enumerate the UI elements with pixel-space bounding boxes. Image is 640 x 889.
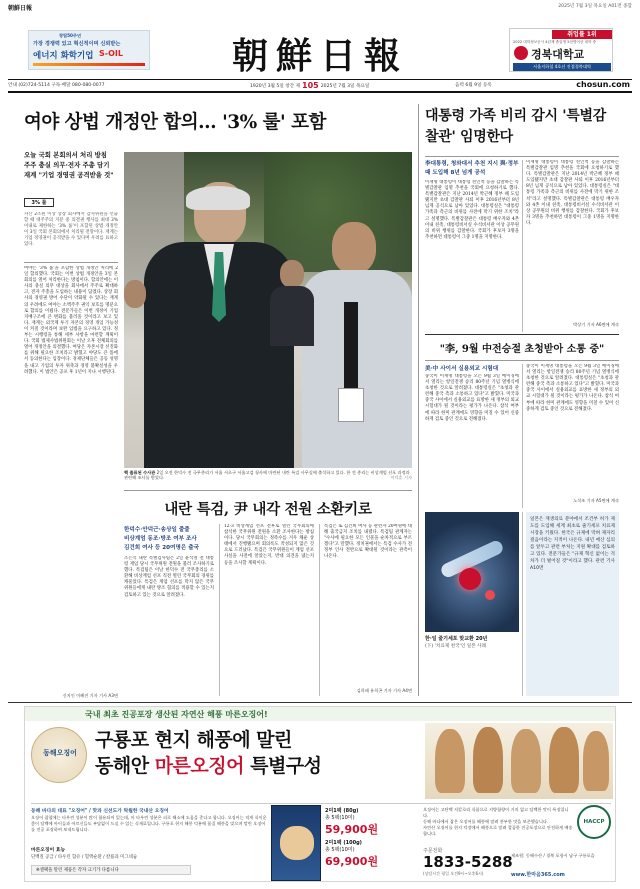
right-top-col-divider xyxy=(522,160,523,332)
second-col-divider1 xyxy=(219,524,220,696)
ad-left-stripe xyxy=(33,63,145,66)
lead-subheads xyxy=(24,150,118,180)
second-col2: 12·3 비상계엄 선포 전후로 열린 국무회의에 참석한 국무위원 전원을 소환 조사한다는 방침이다. 당시 국무회의는 정족수를 겨우 채운 상태에서 진행됐으며 회의록도 작성되지 않은 것으로 드러났다. 특검은 국무위원들이 계엄 선포 사실을 사전에 알았는지, 반대 의견을 냈는지 등을 조사할 계획이다. xyxy=(224,524,314,566)
ad-squid-image xyxy=(425,723,613,799)
ad-phone-label: 주문전화 xyxy=(423,848,443,854)
ad-right-footer: 서울지하철 4호선 진접경북대역 xyxy=(513,63,611,71)
right-top-headline[interactable]: 대통령 가족 비리 감시 '특별감찰관' 임명한다 xyxy=(425,108,606,145)
ad-price2: 69,900원 xyxy=(325,855,379,868)
quote-body-col1: 중국이 이재명 대통령을 오는 9월 3일 베이징에서 열리는 항일전쟁 승리 80주년 기념 열병식에 초청한 것으로 알려졌다. 대통령실은 "초청과 관련해 중국 측과 소통하고 있다"고 밝혔다. 미국과 중국 사이에서 실용외교를 표방한 새 정부의 외교 시험대가 될 것이라는 평가가 나온다. 참석 여부에 따라 한미 관계에도 영향을 미칠 수 있어 신중하게 검토 중인 것으로 전해졌다. xyxy=(425,374,519,422)
lunar-date: 음력 6월 9일 등록 xyxy=(455,83,492,88)
info-bar-bottom-rule xyxy=(8,91,632,93)
photo-person2-head xyxy=(332,222,376,274)
ad-price2-label: 2미1팩 (100g) xyxy=(325,840,362,846)
main-right-divider xyxy=(418,104,419,696)
ad-brand: 동해오징어 xyxy=(43,748,77,757)
ad-tagline: 국내 최초 진공포장 생산된 자연산 해풍 마른오징어! xyxy=(85,710,268,719)
lead-byline: 신지인 이혜진 기자 기사 A3면 xyxy=(62,693,118,698)
quote-sub: 美·中 사이서 실용외교 시험대 xyxy=(425,366,499,372)
ad-top-rule xyxy=(8,702,632,703)
info-left: 안내 (02)724-5114 구독·배달 080-080-0077 xyxy=(8,83,105,88)
ad-bullet1: 오징어는 고단백 저칼로리 식품으로 지방함량이 거의 없고 담백한 맛이 특징입니다. xyxy=(423,807,569,818)
second-subheads xyxy=(124,526,214,553)
ad-price2-qty: 총 5팩(10미) xyxy=(325,847,355,853)
top-logo: 朝鮮日報 xyxy=(8,5,33,12)
second-sub1: 한덕수·안덕근·송상일 줄줄 xyxy=(124,527,190,533)
ad-right-badge: 취업률 1위 xyxy=(552,30,612,39)
photo-caption xyxy=(124,470,412,488)
ad-bullet3: 자연산 오징어를 현지 덕장에서 해풍으로 말려 깔끔한 진공포장으로 안전하게 배송합니다. xyxy=(423,825,573,836)
second-col1: 조은석 내란 특별검사팀은 2일 윤석열 전 대통령 재임 당시 국무위원 전원을 불러 조사하기로 했다. 특검팀은 이날 한덕수 전 국무총리를 소환해 비상계엄 선포 직전 열린 국무회의 경위를 캐물었다. 특검은 계엄 선포를 막지 않은 국무위원들에게 내란 방조 혐의를 적용할 수 있는지 검토하고 있는 것으로 알려졌다. xyxy=(124,556,214,598)
second-sub3: 김건희 여사 등 20여명은 출국 xyxy=(124,545,200,551)
lead-sub1: 오늘 국회 본회의서 처리 방침 xyxy=(24,151,107,159)
ad-desc-title2: 마른오징어 효능 xyxy=(31,848,66,853)
info-bar-top-rule xyxy=(8,79,632,80)
ad-head2b: 마른오징어 xyxy=(154,755,244,777)
issue-label: 1920년 3월 5일 창간 제 xyxy=(250,83,301,89)
site-link[interactable]: chosun.com xyxy=(576,80,630,89)
ad-squid1-icon xyxy=(435,729,465,793)
ad-haccp-badge: HACCP xyxy=(577,805,611,839)
ad-bullets xyxy=(423,807,573,837)
photo-person-hair xyxy=(186,186,250,210)
feature-caption-title: 한·일 줄기세포 맞교환 20년 xyxy=(425,636,488,642)
photo-person3-body xyxy=(270,286,314,346)
ad-left-line2: 에너지 화학기업 xyxy=(33,51,94,61)
right-top-sub: 李대통령, 청와대서 추천 지시 與·정부 때 도입해 8년 넘게 공석 xyxy=(425,161,519,176)
ad-phone[interactable]: 1833-5288 xyxy=(423,853,513,871)
quote-col-divider xyxy=(522,364,523,508)
ad-left-brand: S-OIL xyxy=(99,49,123,58)
right-top-body-col2: 이재명 대통령이 대통령 친인척 등을 감찰하는 특별감찰관 임명 추천을 국회에 요청하기로 했다. 특별감찰관은 지난 2014년 박근혜 정부 때 도입됐지만 초대 감찰관 사퇴 이후 2016년부터 8년 넘게 공석으로 남아 있었다. 대통령실은 "대통령 가족과 측근의 비위를 사전에 막기 위한 조치"라고 설명했다. 특별감찰관은 대통령 배우자와 4촌 이내 친족, 대통령비서실 수석비서관 이상 공무원의 비위 행위를 감찰한다. 국회가 후보자 3명을 추천하면 대통령이 그중 1명을 지명한다. xyxy=(526,160,619,226)
photo-person4-head xyxy=(124,280,146,308)
ad-head2 xyxy=(95,751,322,778)
lead-body: 여야는 ‘3% 룰’을 포함한 상법 개정안 처리에 2일 합의했다. 국회는 이번 상법 개정안을 3일 본회의를 열어 처리한다는 방침이다. 합의안에는 이사의 충실 의무 대상을 회사에서 주주로 확대하고, 전자 주총을 도입하는 내용이 담겼다. 상장 회사의 경영권 방어 수단이 약화될 수 있다는 재계의 우려에도 여야는 소액주주 권익 보호를 명분으로 합의를 이뤘다. 전문가들은 이번 개정이 기업 지배구조에 큰 변화를 불러올 것이라고 보고 있다. 재계는 외국계 투기 자본의 경영 개입 가능성이 커질 것이라며 보완 입법을 요구하고 있다. 정부는 시행령을 통해 세부 사항을 마련할 계획이다. 국회 법제사법위원회는 이날 오후 전체회의를 열어 개정안을 의결했다. 여당은 자본시장 선진화를 위해 필요한 조치라고 밝혔고 야당도 큰 틀에서 동의한다는 입장이다. 경제단체들은 공동 성명을 내고 기업의 투자 위축과 경영 불확실성을 우려했다. 이 법안은 공포 후 1년이 지나 시행된다. xyxy=(24,266,118,375)
ad-desc: 오징어 잡철에는 타우린 성분이 많이 함유되어 있는데, 이 타우린 성분은 피로 해소에 도움을 준다고 합니다. 오징어는 적게 식이운 좋이 담백에 아이들과 어르신들도 부담없이 드실 수 있는 식재료입니다. 구룡포 현지 해풍 덕분에 품질 해풍을 맞으며 말린 오징어를 진공 포장하여 보내드립니다. xyxy=(31,815,267,832)
second-sub2: 비상계엄 동조·방조 여부 조사 xyxy=(124,536,197,542)
ad-right-rank: 2022 대학정보공시 4년제 졸업생 5천명이상 대학 중 xyxy=(513,40,597,44)
feature-col-divider xyxy=(522,512,523,696)
school-emblem-icon xyxy=(514,46,528,60)
bottom-ad[interactable] xyxy=(24,706,616,882)
ad-maker: 제조원: 동해수산 / 경북 포항시 남구 구룡포읍 xyxy=(511,853,595,858)
ad-phone-sub: (상담시간 평일 오전9시~오후6시) xyxy=(423,871,484,876)
ad-sub-note: ※셀팩을 말린 제품은 각자 크기가 다릅니다 xyxy=(31,865,191,875)
issue-number: 105 xyxy=(302,81,319,90)
lead-intro: 자산 2조원 이상 상장 회사에서 감사위원을 선출할 때 대주주의 지분 중 의결권 행사를 최대 3% 이내로 제한하는 ‘3% 룰’이 포함된 상법 개정안이 3일 국회 본회의에서 처리될 전망이다. 재계는 기업 경영권이 공격받을 수 있다며 우려를 표하고 있다. xyxy=(24,212,118,248)
ad-squid2-icon xyxy=(473,727,503,793)
ad-left-line1: 가장 경쟁력 있고 혁신적이며 신뢰받는 xyxy=(33,41,121,47)
masthead-ad-left[interactable] xyxy=(28,30,150,70)
ad-squid5-icon xyxy=(583,731,609,791)
lead-photo[interactable] xyxy=(124,152,412,468)
date-line: 2025년 7월 3일 목요일 A01면 종합 xyxy=(558,4,632,9)
quote-top-rule xyxy=(425,334,619,335)
masthead-title: 朝鮮日報 xyxy=(231,35,408,77)
lead-sub2: 주주 충실 의무·전자 주총 담기 xyxy=(24,161,110,169)
ad-squid4-icon xyxy=(549,727,579,793)
lead-intro-rule xyxy=(24,262,118,263)
right-top-rule xyxy=(425,156,619,157)
second-col-divider2 xyxy=(319,524,320,696)
photo-credit: 이덕훈 기자 xyxy=(390,475,412,481)
second-col3: 특검은 또 김건희 여사 등 관련자 20여명에 대해 출국금지 조치를 내렸다. 특검팀 관계자는 "수사에 필요한 모든 인물을 순차적으로 부르겠다"고 말했다. 정치권에서는 특검 수사가 전 정부 인사 전반으로 확대될 것이라는 관측이 나온다. xyxy=(324,524,412,560)
ad-mid-rule xyxy=(31,803,611,804)
lead-tag: 3% 룰 xyxy=(24,198,54,207)
second-top-rule xyxy=(124,490,412,491)
ad-head2a: 동해안 xyxy=(95,755,155,777)
quote-body-col2: 중국이 이재명 대통령을 오는 9월 3일 베이징에서 열리는 항일전쟁 승리 80주년 기념 열병식에 초청한 것으로 알려졌다. 대통령실은 "초청과 관련해 중국 측과 소통하고 있다"고 밝혔다. 미국과 중국 사이에서 실용외교를 표방한 새 정부의 외교 시험대가 될 것이라는 평가가 나온다. 참석 여부에 따라 한미 관계에도 영향을 미칠 수 있어 신중하게 검토 중인 것으로 전해졌다. xyxy=(526,364,619,412)
ad-price-block xyxy=(325,807,419,869)
ad-price1-label: 2미1팩 (80g) xyxy=(325,808,359,814)
lead-sub3: 재계 "기업 경영권 공격받을 것" xyxy=(24,171,114,179)
right-top-byline: 박상기 기자 A6면에 계속 xyxy=(573,322,619,327)
feature-photo[interactable] xyxy=(425,512,519,632)
ad-price1-qty: 총 5팩(10미) xyxy=(325,815,355,821)
right-top-body-col1: 이재명 대통령이 대통령 친인척 등을 감찰하는 특별감찰관 임명 추천을 국회에 요청하기로 했다. 특별감찰관은 지난 2014년 박근혜 정부 때 도입됐지만 초대 감찰관 사퇴 이후 2016년부터 8년 넘게 공석으로 남아 있었다. 대통령실은 "대통령 가족과 측근의 비위를 사전에 막기 위한 조치"라고 설명했다. 특별감찰관은 대통령 배우자와 4촌 이내 친족, 대통령비서실 수석비서관 이상 공무원의 비위 행위를 감찰한다. 국회가 후보자 3명을 추천하면 대통령이 그중 1명을 지명한다. xyxy=(425,180,519,240)
photo-caption-label: 핵 줄표된 수사관 xyxy=(124,470,156,475)
issue-date: 2025년 7월 3일 목요일 xyxy=(320,83,370,89)
ad-price1: 59,900원 xyxy=(325,823,379,836)
feature-note-box xyxy=(526,512,619,696)
photo-caption-text: 2일 오전 한덕수 전 국무총리가 서울 서초구 서울고검 청사에 마련된 내란 특검 사무실에 출석하고 있다. 한 전 총리는 비상계엄 선포 과정과 관련해 조사를 받았다. xyxy=(124,470,410,481)
ad-head1: 구룡포 현지 해풍에 말린 xyxy=(95,729,292,751)
ad-bullet2: 동해 바다에서 잡은 오징어를 해풍에 말려 풍부한 맛을 보존했습니다. xyxy=(423,819,549,824)
feature-note: 일본은 재생의료 분야에서 조건부 허가 제도를 도입해 세계 최초로 줄기세포 치료제 시장을 키웠다. 한국은 규제에 막혀 제자리걸음이라는 지적이 나온다. 내년 예산 심의를 앞두고 관련 부처는 지원 확대를 검토하고 있다. 전문가들은 "규제 혁신 없이는 격차가 더 벌어질 것"이라고 했다. 관련 기사 A10면 xyxy=(530,517,615,571)
ad-head2c: 특별구성 xyxy=(243,755,322,777)
masthead-ad-right[interactable] xyxy=(509,28,613,72)
second-byline: 김희래 유희곤 기자 기사 A4면 xyxy=(356,688,412,693)
ad-left-tag: 창립50주년 xyxy=(59,33,82,38)
photo-person2-badge xyxy=(338,388,364,422)
quote-headline[interactable]: "李, 9월 中전승절 초청받아 소통 중" xyxy=(439,344,605,355)
ad-desc-title: 동해 바다의 대표 "오징어" / 맛과 신선도가 탁월한 국내산 오징어 xyxy=(31,809,169,814)
photo-person3-head xyxy=(280,260,304,288)
quote-rule xyxy=(425,360,619,361)
ad-squid3-icon xyxy=(511,729,541,793)
issue-info xyxy=(250,81,369,90)
feature-cell-icon xyxy=(459,568,481,590)
quote-byline: 노석조 기자 A5면에 계속 xyxy=(573,498,619,503)
ad-site[interactable]: www.한마음365.com xyxy=(511,872,565,878)
feature-caption-sub: (下) '치료제 천국'인 일본 사례 xyxy=(425,644,486,649)
ad-desc2: 단백질 공급 / 타우린 함유 / 혈액순환 / 칼륨과 미그네슘 xyxy=(31,855,138,860)
ad-logo xyxy=(31,727,87,783)
lead-headline[interactable]: 여야 상법 개정안 합의… '3% 룰' 포함 xyxy=(24,112,326,133)
ad-right-school: 경북대학교 xyxy=(531,48,585,61)
ad-package xyxy=(271,805,321,881)
ad-package-squid-icon xyxy=(280,826,314,860)
feature-cell2-icon xyxy=(485,590,495,600)
second-headline[interactable]: 내란 특검, 尹 내각 전원 소환키로 xyxy=(164,501,372,518)
